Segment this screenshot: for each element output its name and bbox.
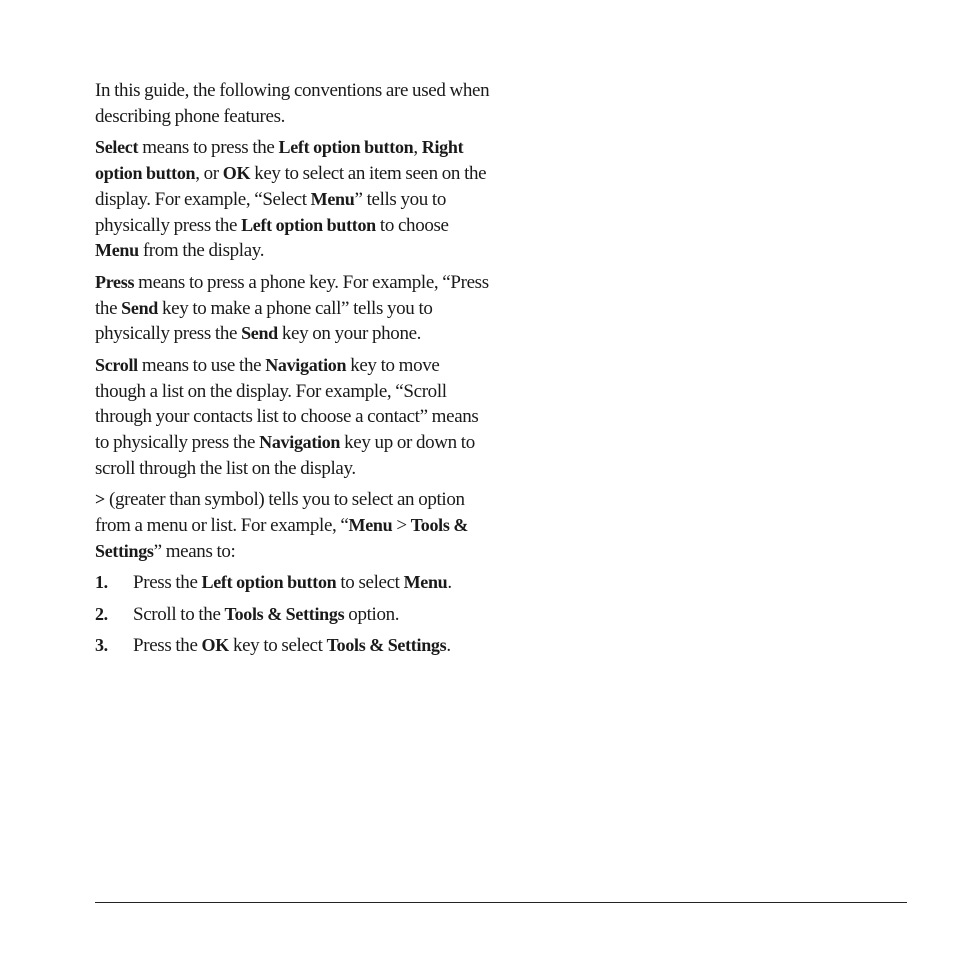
press-text-3: key on your phone.	[277, 323, 422, 345]
navigation-key-label: Navigation	[265, 354, 347, 375]
step-text: Press the	[133, 635, 202, 657]
press-convention-paragraph	[95, 270, 490, 347]
select-text-6: to choose	[375, 214, 449, 236]
step-item	[95, 570, 490, 596]
select-text-7: from the display.	[138, 240, 265, 262]
step-text: option.	[344, 603, 400, 625]
menu-label-2: Menu	[95, 240, 139, 261]
intro-paragraph	[95, 78, 490, 130]
greater-text-2: >	[392, 515, 411, 537]
step-number: 1.	[95, 572, 108, 593]
ok-key-label: OK	[222, 162, 251, 183]
step-text: key to select	[228, 635, 327, 657]
tools-settings-label-3: Tools & Settings	[326, 635, 447, 656]
scroll-text-2: key to move though a list on the display. For example, “Scroll through your contacts list to choose a contact” means to physically press the	[95, 354, 479, 454]
greater-text-1: (greater than symbol) tells you to select an option from a menu or list. For example, “	[95, 489, 465, 537]
send-key-label: Send	[121, 297, 158, 318]
select-text-5: ” tells you to physically press the	[95, 188, 447, 236]
step-number: 3.	[95, 635, 108, 656]
left-option-button-label: Left option button	[278, 137, 414, 158]
press-text-2: key to make a phone call” tells you to physically press the	[95, 297, 433, 345]
left-option-button-label-2: Left option button	[241, 214, 376, 235]
step-text: Press the	[133, 572, 202, 594]
select-text-3: , or	[195, 162, 223, 184]
greater-than-convention-paragraph	[95, 487, 490, 564]
step-number: 2.	[95, 603, 108, 624]
press-term: Press	[95, 271, 135, 292]
select-term: Select	[95, 137, 139, 158]
step-item	[95, 602, 490, 628]
ok-key-label-2: OK	[201, 635, 229, 656]
step-text: to select	[336, 572, 404, 594]
right-option-button-label: Right option button	[95, 137, 464, 183]
scroll-text-1: means to use the	[137, 354, 266, 376]
select-text-2: ,	[413, 137, 422, 159]
menu-label-3: Menu	[348, 515, 393, 536]
send-key-label-2: Send	[241, 323, 278, 344]
scroll-text-3: key up or down to scroll through the list on the display.	[95, 432, 475, 479]
step-text: .	[447, 572, 452, 594]
greater-than-symbol: >	[95, 489, 105, 510]
footer-divider	[95, 902, 907, 903]
step-item	[95, 633, 490, 659]
navigation-key-label-2: Navigation	[259, 432, 341, 453]
select-text-4: key to select an item seen on the display. For example, “Select	[95, 162, 487, 210]
select-convention-paragraph	[95, 135, 490, 264]
scroll-convention-paragraph	[95, 353, 490, 482]
menu-label-4: Menu	[403, 572, 448, 593]
step-text: Scroll to the	[133, 603, 225, 625]
menu-label: Menu	[310, 188, 355, 209]
step-text: .	[446, 635, 451, 657]
greater-text-3: ” means to:	[153, 540, 236, 562]
scroll-term: Scroll	[95, 354, 138, 375]
document-body	[95, 78, 490, 664]
intro-text: In this guide, the following conventions are used when describing phone features.	[95, 80, 490, 127]
steps-list	[95, 570, 490, 659]
tools-settings-label-2: Tools & Settings	[224, 603, 345, 624]
select-text-1: means to press the	[138, 137, 279, 159]
tools-settings-label: Tools & Settings	[95, 515, 469, 561]
press-text-1: means to press a phone key. For example, “Press the	[95, 271, 489, 319]
left-option-button-label-3: Left option button	[201, 572, 337, 593]
